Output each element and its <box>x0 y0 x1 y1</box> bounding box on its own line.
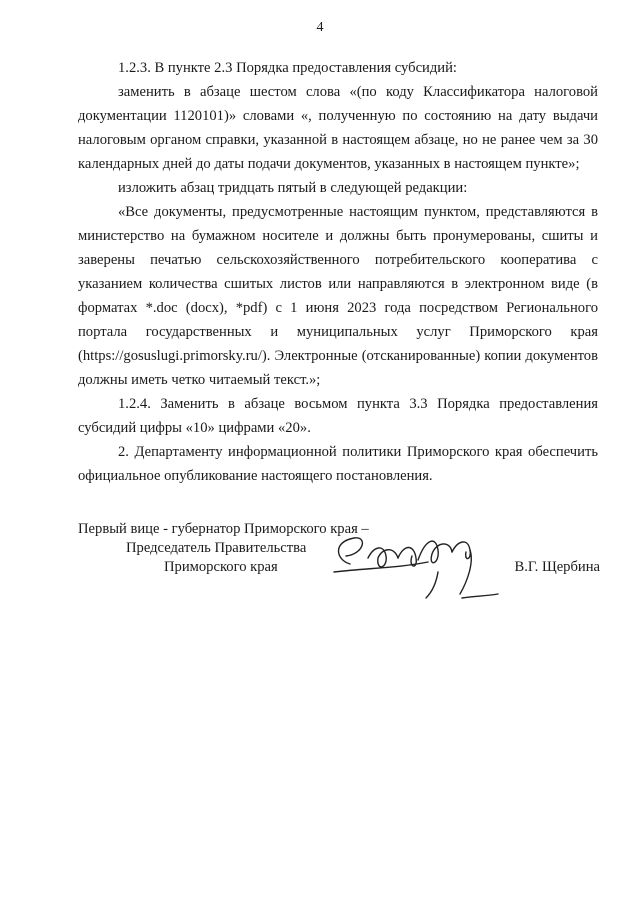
paragraph-restate-intro: изложить абзац тридцать пятый в следующей редакции: <box>118 180 468 196</box>
signatory-title-line-1: Первый вице - губернатор Приморского края – <box>78 521 369 537</box>
handwritten-signature <box>328 528 508 608</box>
signatory-title-line-3: Приморского края <box>164 559 278 575</box>
paragraph-quoted-text: «Все документы, предусмотренные настоящим пунктом, представляются в министерство на бумажном носителе и должны быть пронумерованы, сшиты и заверены печатью сельскохозяйственного потребительского кооператива с указанием количества сшитых листов или направляются в электронном виде (в форматах *.doc (docx), *pdf) с 1 июня 2023 года посредством Регионального портала государственных и муниципальных услуг Приморского края (https://gosuslugi.primorsky.ru/). Электронные (отсканированные) копии документов должны иметь четко читаемый текст.»; <box>78 204 598 388</box>
document-body <box>78 56 598 488</box>
signatory-title-line-2: Председатель Правительства <box>126 540 307 556</box>
paragraph-1-2-3-heading: 1.2.3. В пункте 2.3 Порядка предоставления субсидий: <box>118 60 457 76</box>
paragraph-2: 2. Департаменту информационной политики Приморского края обеспечить официальное опубликование настоящего постановления. <box>78 444 598 484</box>
paragraph-1-2-4: 1.2.4. Заменить в абзаце восьмом пункта 3.3 Порядка предоставления субсидий цифры «10» цифрами «20». <box>78 396 598 436</box>
signature-block <box>78 520 600 610</box>
paragraph-replace-words: заменить в абзаце шестом слова «(по коду Классификатора налоговой документации 1120101)» словами «, полученную по состоянию на дату выдачи налоговым органом справки, указанной в настоящем абзаце, но не ранее чем за 30 календарных дней до даты подачи документов, указанных в настоящем пункте»; <box>78 84 598 172</box>
page-number: 4 <box>316 20 324 35</box>
signatory-name: В.Г. Щербина <box>514 559 600 575</box>
